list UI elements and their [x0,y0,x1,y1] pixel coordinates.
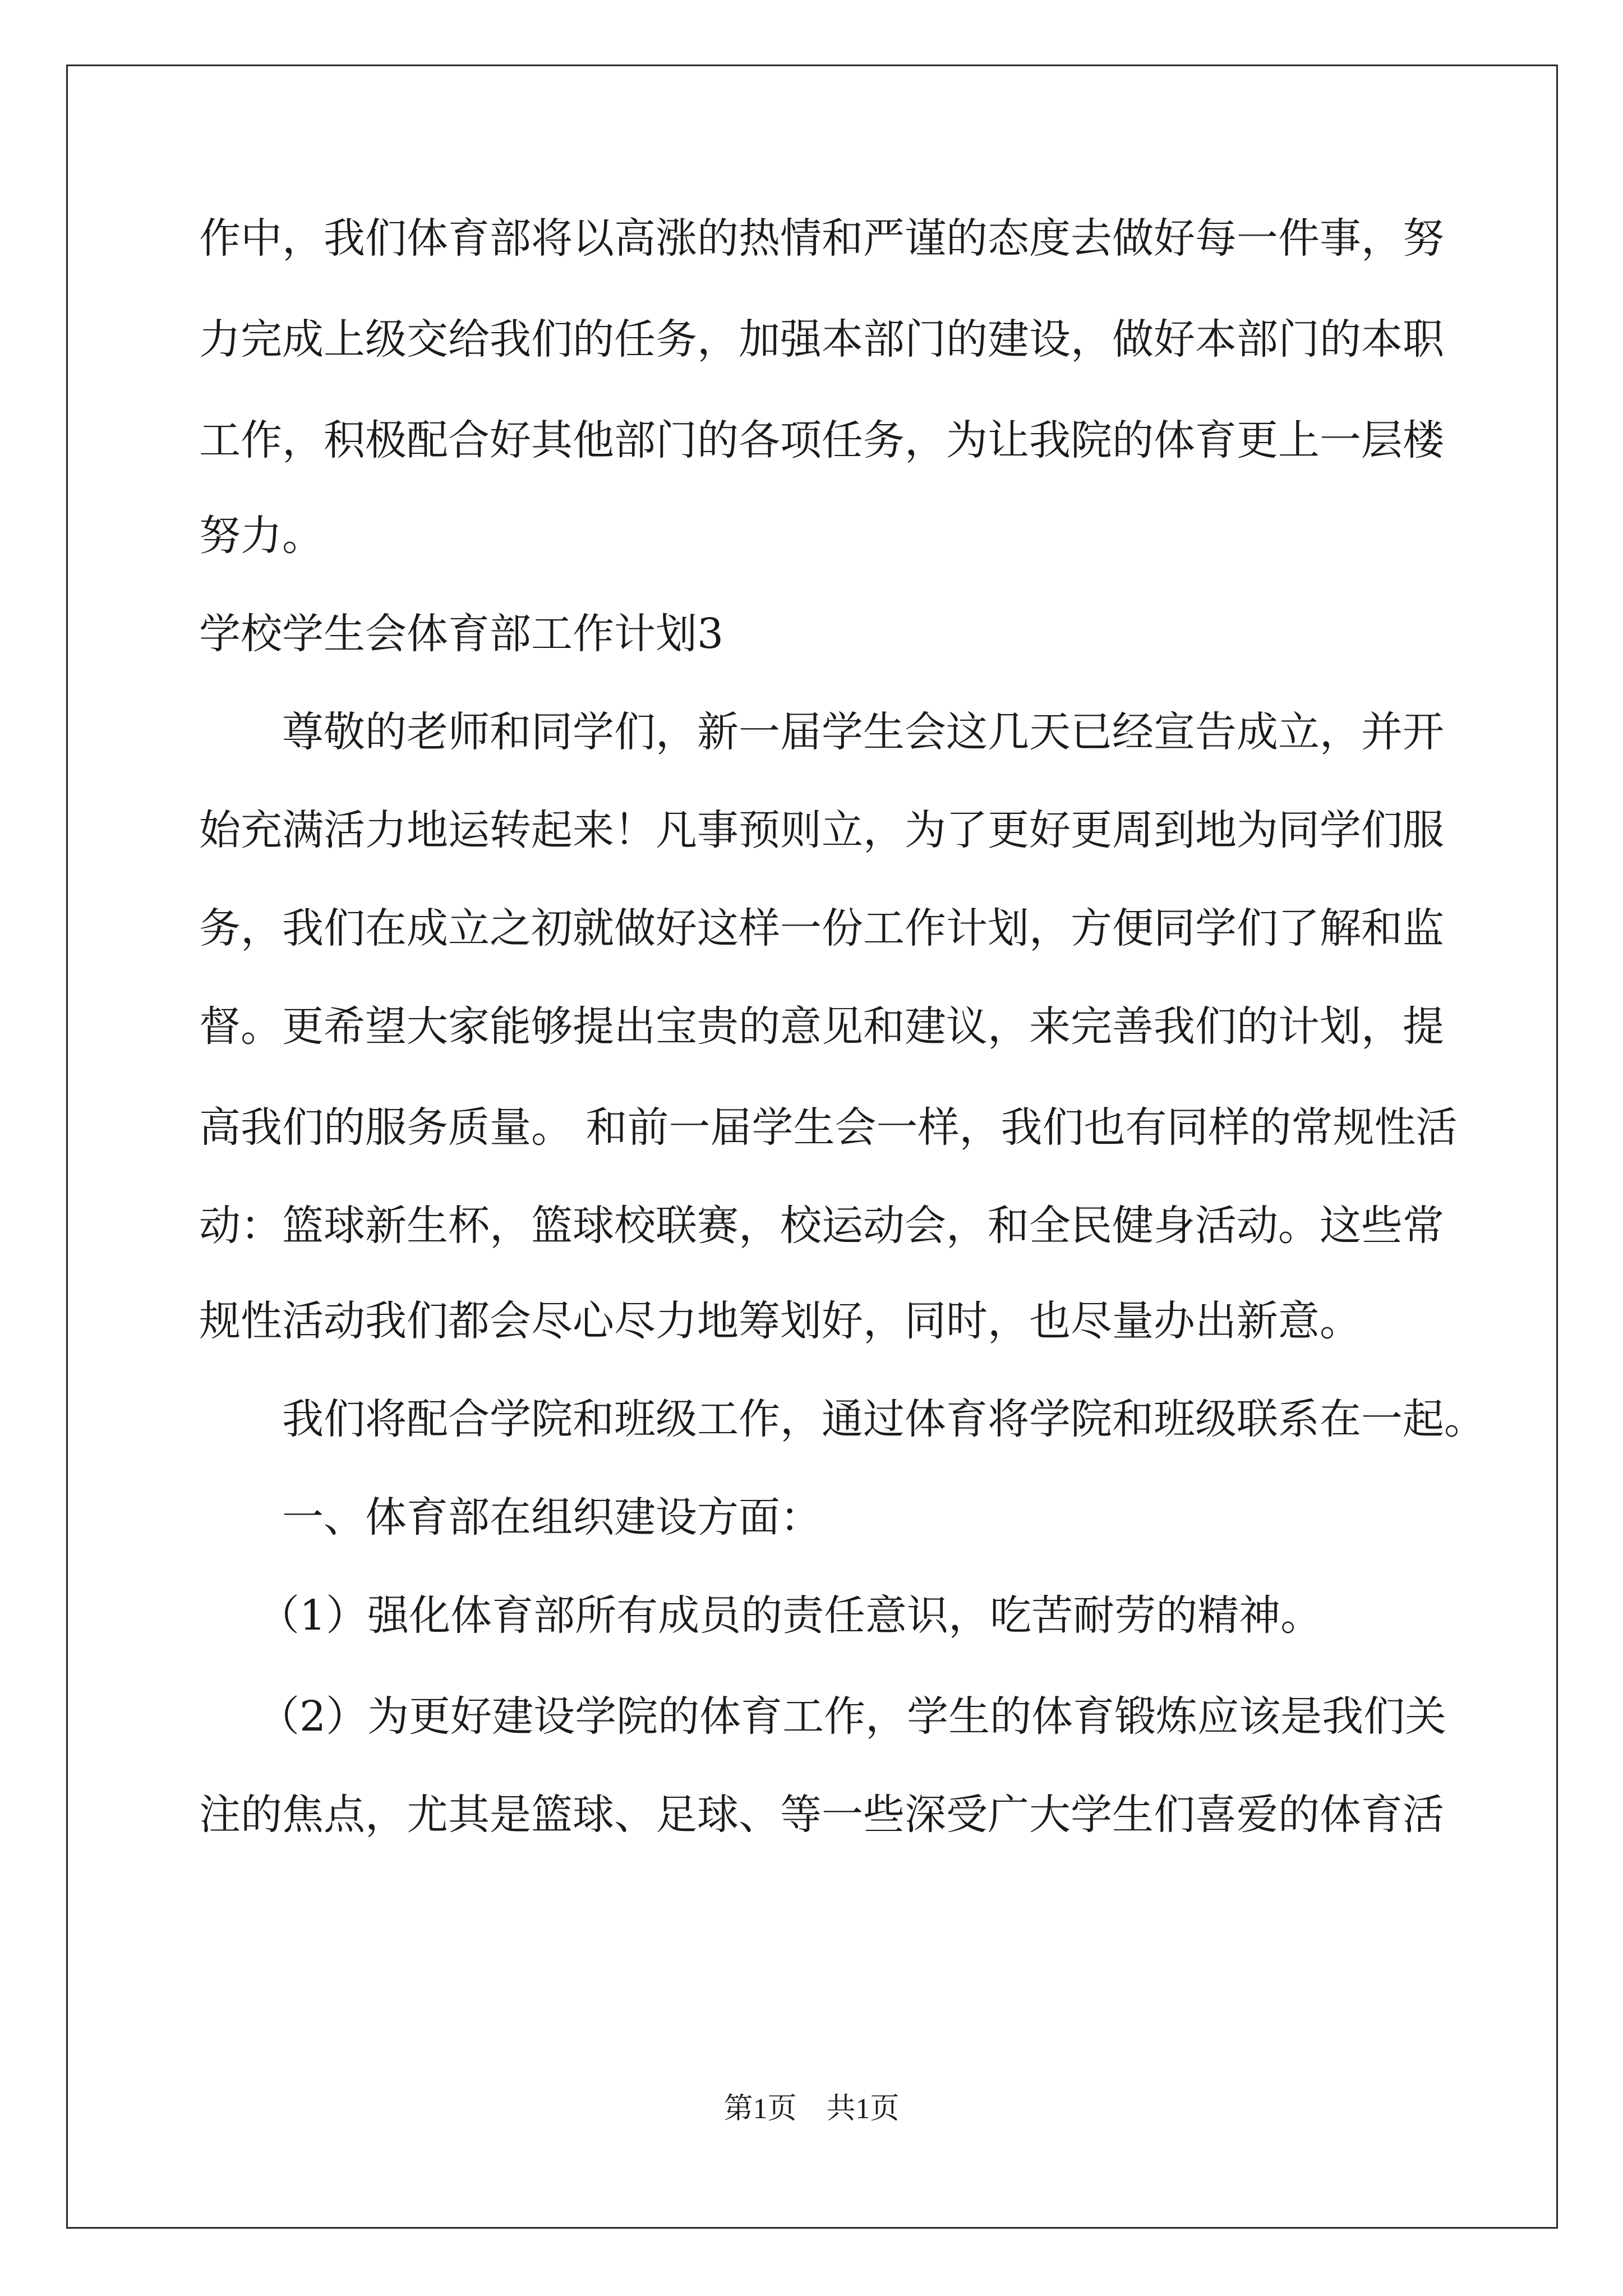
list-item: （2）为更好建设学院的体育工作，学生的体育锻炼应该是我们关 [258,1692,1447,1741]
section-heading: 学校学生会体育部工作计划3 [199,610,724,658]
paragraph-line: 注的焦点，尤其是篮球、足球、等一些深受广大学生们喜爱的体育活 [199,1791,1444,1839]
paragraph-line: 高我们的服务质量。 和前一届学生会一样，我们也有同样的常规性活 [199,1103,1458,1152]
paragraph-line: 我们将配合学院和班级工作，通过体育将学院和班级联系在一起。 [282,1395,1486,1443]
list-item: （1）强化体育部所有成员的责任意识，吃苦耐劳的精神。 [258,1591,1322,1640]
paragraph-line: 务，我们在成立之初就做好这样一份工作计划，方便同学们了解和监 [199,904,1444,953]
page-total: 共1页 [826,2093,900,2125]
paragraph-line: 工作，积极配合好其他部门的各项任务，为让我院的体育更上一层楼 [199,416,1444,464]
paragraph-line: 力完成上级交给我们的任务，加强本部门的建设，做好本部门的本职 [199,315,1444,364]
paragraph-line: 尊敬的老师和同学们，新一届学生会这几天已经宣告成立，并开 [282,708,1444,756]
paragraph-line: 努力。 [199,512,324,560]
list-heading: 一、体育部在组织建设方面： [282,1493,822,1542]
paragraph-line: 作中，我们体育部将以高涨的热情和严谨的态度去做好每一件事，努 [199,214,1444,263]
page-number: 第1页 [723,2093,797,2125]
paragraph-line: 始充满活力地运转起来！凡事预则立，为了更好更周到地为同学们服 [199,806,1444,854]
page-footer [0,2090,1623,2129]
paragraph-line: 督。更希望大家能够提出宝贵的意见和建议，来完善我们的计划，提 [199,1002,1444,1051]
paragraph-line: 规性活动我们都会尽心尽力地筹划好，同时，也尽量办出新意。 [199,1297,1361,1345]
paragraph-line: 动：篮球新生杯，篮球校联赛，校运动会，和全民健身活动。这些常 [199,1202,1444,1250]
